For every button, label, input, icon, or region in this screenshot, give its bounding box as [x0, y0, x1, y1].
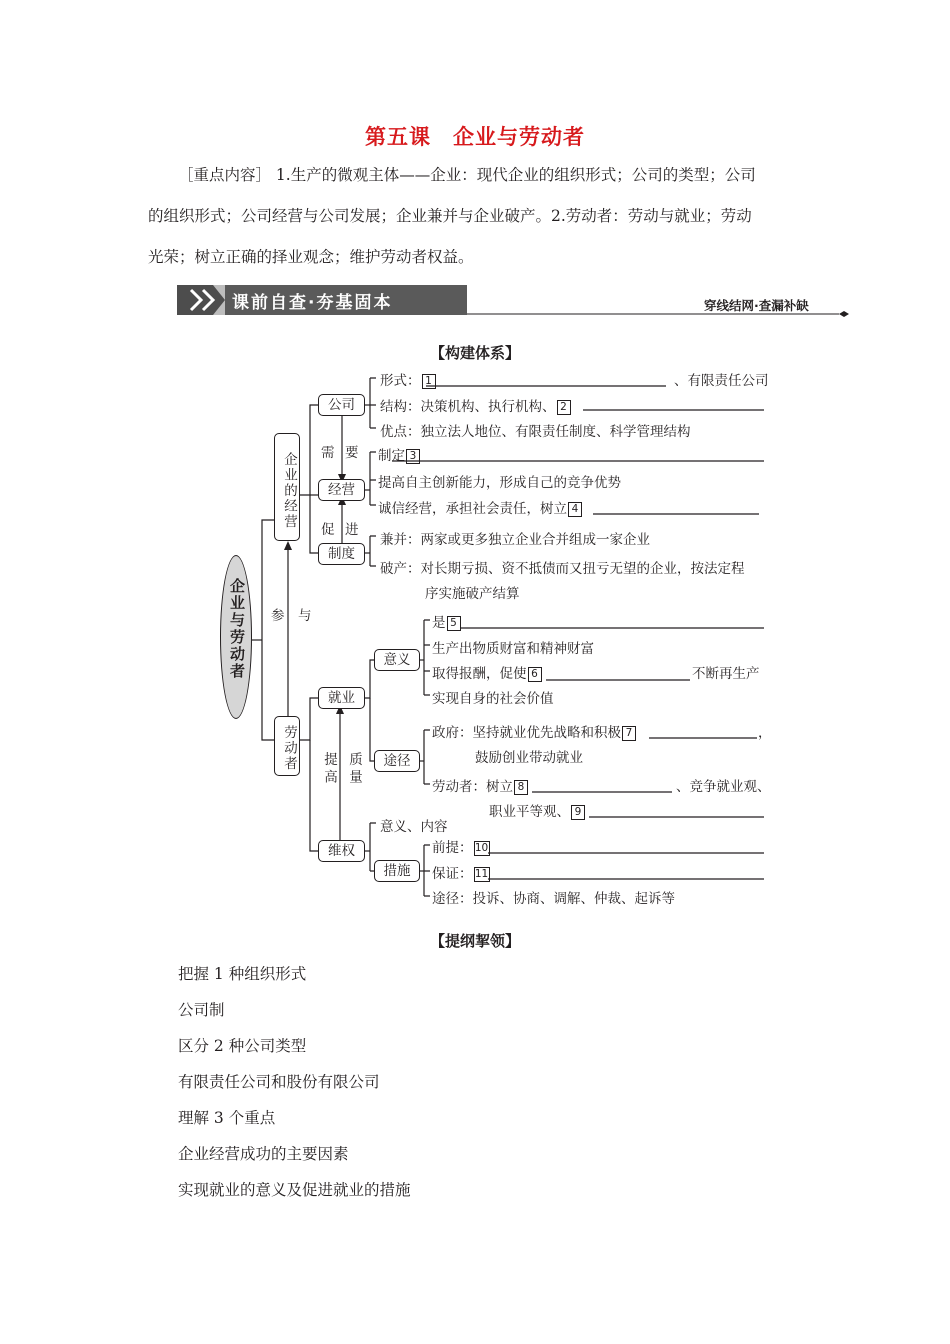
label-raise: 提高 [321, 752, 337, 787]
line-produce: 生产出物质财富和精神财富 [432, 641, 594, 657]
node-meaning: 意义 [374, 649, 420, 671]
outline-item: 实现就业的意义及促进就业的措施 [178, 1181, 411, 1199]
line-value: 实现自身的社会价值 [432, 691, 554, 707]
intro-line-2: 的组织形式；公司经营与公司发展；企业兼并与企业破产。2.劳动者：劳动与就业；劳动 [148, 207, 752, 225]
diagram-header: 【构建体系】 [429, 344, 520, 362]
outline-item: 有限责任公司和股份有限公司 [178, 1073, 380, 1091]
node-company: 公司 [318, 394, 365, 416]
node-measures: 措施 [374, 860, 420, 882]
label-promote: 促 [321, 522, 335, 538]
line-pay-tail: 不断再生产 [692, 666, 760, 682]
line-advantage: 优点：独立法人地位、有限责任制度、科学管理结构 [380, 424, 691, 440]
line-innovation: 提高自主创新能力，形成自己的竞争优势 [378, 475, 621, 491]
line-government: 政府：坚持就业优先战略和积极 7 [432, 721, 637, 741]
line-form-tail: 、有限责任公司 [674, 373, 769, 389]
banner-left-text: 课前自查·夯基固本 [232, 293, 393, 313]
line-guarantee: 保证： 11 [432, 866, 489, 882]
label-promote-2: 进 [345, 522, 359, 538]
banner-right-text: 穿线结网·查漏补缺 [704, 298, 809, 313]
outline-header: 【提纲挈领】 [429, 932, 520, 950]
line-ways: 途径：投诉、协商、调解、仲裁、起诉等 [432, 891, 675, 907]
line-honest: 诚信经营，承担社会责任，树立 4 [378, 497, 583, 517]
outline-item: 企业经营成功的主要因素 [178, 1145, 349, 1163]
line-worker-tail: 、竞争就业观、 [676, 779, 771, 795]
node-enterprise: 企业的经营 [274, 433, 300, 541]
outline-item: 把握 1 种组织形式 [178, 965, 307, 983]
line-premise: 前提： 10 [432, 840, 489, 856]
line-structure: 结构：决策机构、执行机构、 2 [380, 395, 572, 415]
label-quality: 质量 [346, 752, 362, 787]
intro-line-3: 光荣；树立正确的择业观念；维护劳动者权益。 [148, 248, 474, 266]
line-meaning-content: 意义、内容 [380, 819, 448, 835]
page-title: 第五课 企业与劳动者 [365, 125, 585, 149]
outline-item: 公司制 [178, 1001, 225, 1019]
root-label: 企业与劳动者 [228, 578, 246, 680]
line-government-tail: ， [758, 725, 772, 741]
line-plan: 制定 3 [378, 444, 421, 464]
intro-line-1: ［重点内容］ 1.生产的微观主体——企业：现代企业的组织形式；公司的类型；公司 [178, 166, 756, 184]
line-pay: 取得报酬，促使 6 [432, 662, 543, 682]
line-is: 是 5 [432, 611, 462, 631]
node-employment: 就业 [318, 687, 365, 709]
line-government-2: 鼓励创业带动就业 [475, 750, 583, 766]
node-labor: 劳动者 [274, 716, 300, 776]
node-path: 途径 [374, 750, 420, 772]
line-merge: 兼并：两家或更多独立企业合并组成一家企业 [380, 532, 650, 548]
outline-item: 区分 2 种公司类型 [178, 1037, 307, 1055]
node-operation: 经营 [318, 479, 365, 501]
outline-item: 理解 3 个重点 [178, 1109, 276, 1127]
node-rights: 维权 [318, 840, 365, 862]
node-system: 制度 [318, 543, 365, 565]
line-worker: 劳动者：树立 8 [432, 775, 529, 795]
line-form: 形式： 1 [380, 369, 437, 389]
label-participate: 参 与 [271, 608, 312, 624]
line-bankrupt-2: 序实施破产结算 [425, 586, 520, 602]
label-need-2: 要 [345, 445, 359, 461]
line-bankrupt-1: 破产：对长期亏损、资不抵债而又扭亏无望的企业，按法定程 [380, 561, 745, 577]
label-need: 需 [321, 445, 335, 461]
line-worker-2: 职业平等观、 9 [489, 800, 586, 820]
